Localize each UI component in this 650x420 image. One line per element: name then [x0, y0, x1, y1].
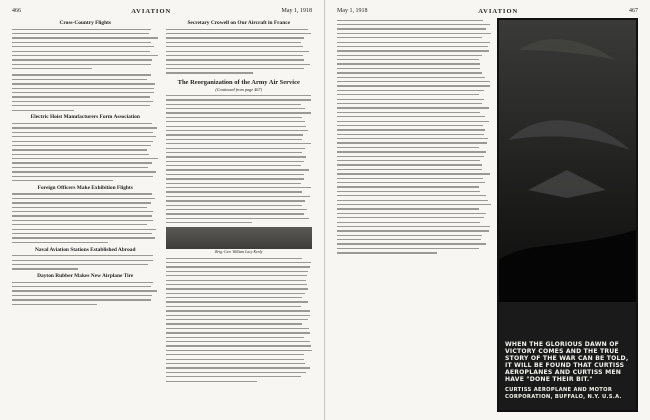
- right-page-column-1: [337, 18, 491, 414]
- article-body-reorganization: [166, 93, 313, 225]
- ad-line-3: AEROPLANES AND CURTISS MEN HAVE "DONE THEIR BIT.": [505, 369, 621, 384]
- text-line: [166, 379, 313, 383]
- ad-line-2: STORY OF THE WAR CAN BE TOLD, IT WILL BE FOUND THAT CURTISS: [505, 354, 629, 369]
- text-line: [12, 302, 159, 306]
- left-journal-title: AVIATION: [131, 7, 172, 15]
- text-line: [166, 71, 313, 75]
- article-title: Naval Aviation Stations Established Abroad: [35, 246, 136, 253]
- article-body-crowell: [166, 27, 313, 75]
- text-line: [12, 240, 159, 244]
- article-title: Cross-Country Flights: [59, 20, 112, 26]
- article-body: [12, 121, 159, 182]
- article-title-reorganization: The Reorganization of the Army Air Service: [177, 79, 300, 87]
- article-body: [12, 27, 159, 71]
- text-line: [166, 221, 313, 225]
- text-line: [12, 179, 159, 183]
- left-page-column-2: [166, 18, 313, 414]
- ad-copy: [505, 341, 630, 400]
- article-body: [12, 73, 159, 113]
- photo-caption: Brig.-Gen. William Lacy Kenly: [215, 250, 263, 255]
- article-title: Foreign Officers Make Exhibition Flights: [37, 184, 133, 191]
- right-page-date: May 1, 1918: [337, 8, 368, 14]
- text-line: [12, 108, 159, 112]
- left-page-column-1: [12, 18, 159, 414]
- ad-company-name: CURTISS AEROPLANE AND MOTOR CORPORATION, BUFFALO, N.Y. U.S.A.: [505, 387, 622, 400]
- ad-illustration: [499, 20, 636, 302]
- text-line: [12, 267, 159, 271]
- article-body: [12, 254, 159, 272]
- ad-line-1: WHEN THE GLORIOUS DAWN OF VICTORY COMES AND THE TRUE: [505, 340, 619, 355]
- article-body: [12, 192, 159, 245]
- article-title: Electric Hoist Manufacturers Form Association: [30, 114, 140, 121]
- left-page-number: 466: [12, 8, 21, 14]
- text-line: [337, 251, 491, 255]
- right-page-number: 467: [628, 8, 638, 14]
- text-line: [12, 67, 159, 71]
- curtiss-advertisement: [497, 18, 638, 412]
- portrait-photo: [166, 227, 313, 249]
- article-body: [12, 280, 159, 306]
- left-page-date: May 1, 1918: [281, 8, 312, 14]
- right-page-header: [337, 6, 638, 16]
- left-page-header: [12, 6, 312, 16]
- article-title-crowell: Secretary Crowell on Our Aircraft in France: [187, 20, 291, 26]
- article-continued-note: (Continued from page 467): [215, 87, 263, 93]
- article-body-kenly: [166, 256, 313, 383]
- article-title: Dayton Rubber Makes New Airplane Tire: [37, 273, 134, 280]
- right-page: [325, 0, 650, 420]
- right-journal-title: AVIATION: [478, 7, 519, 15]
